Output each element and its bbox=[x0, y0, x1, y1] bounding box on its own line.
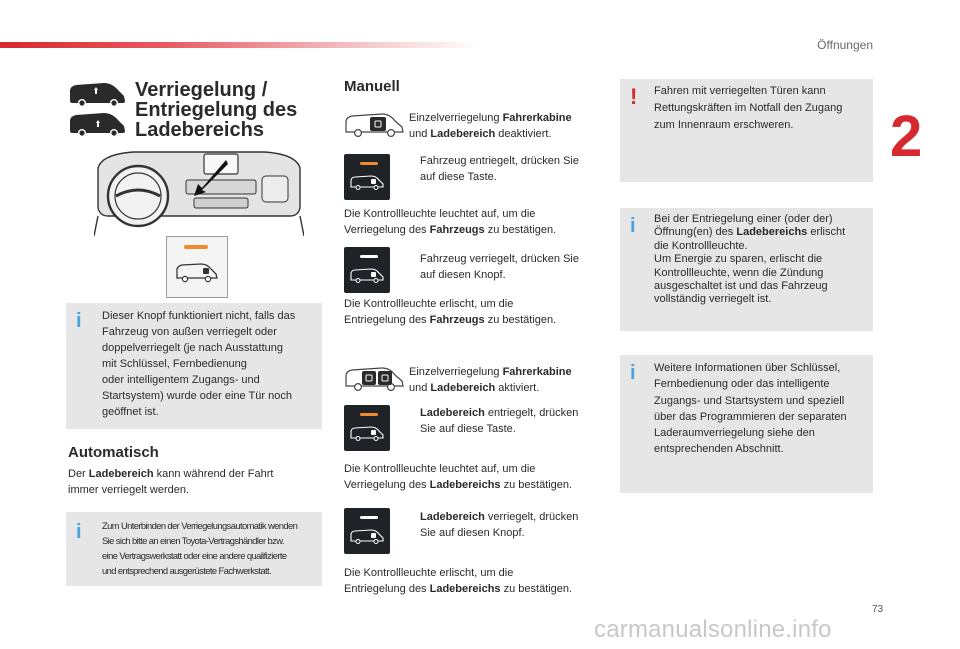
info-line: Startsystem) wurde oder eine Tür noch bbox=[102, 390, 292, 402]
text-line: die Kontrollleuchte. bbox=[654, 239, 748, 252]
van-lock-icon bbox=[349, 528, 385, 546]
info-box-text bbox=[102, 518, 320, 578]
info-icon: i bbox=[630, 362, 636, 384]
text-run: aktiviert. bbox=[495, 382, 540, 394]
van-lock-icon bbox=[349, 425, 385, 443]
text-run: und bbox=[409, 382, 431, 394]
automatic-text bbox=[68, 466, 318, 498]
info-line: Fahrzeug von außen verriegelt oder bbox=[102, 326, 277, 338]
van-icon-closed bbox=[70, 83, 125, 107]
text-run-bold: Ladebereich bbox=[88, 468, 154, 480]
step-1-result bbox=[344, 206, 604, 238]
text-run: Der bbox=[68, 468, 89, 480]
text-run-bold: Fahrzeugs bbox=[429, 314, 485, 326]
text-line: Kontrollleuchte, wenn die Zündung bbox=[654, 266, 824, 279]
info-box-dealer bbox=[66, 512, 322, 586]
indicator-light bbox=[360, 255, 378, 258]
text-run: Verriegelung des bbox=[344, 224, 430, 236]
info-box-indicator bbox=[620, 208, 873, 331]
text-run: entriegelt, drücken bbox=[484, 407, 579, 419]
info-icon: i bbox=[76, 310, 82, 332]
text-line: immer verriegelt werden. bbox=[68, 484, 190, 496]
info-box-text bbox=[102, 308, 320, 420]
dashboard-illustration bbox=[94, 150, 304, 238]
text-line: Rettungskräften im Notfall den Zugang bbox=[654, 102, 843, 114]
text-line: Sie auf diese Taste. bbox=[420, 423, 516, 435]
step-1-text bbox=[420, 153, 600, 185]
text-run: Entriegelung des bbox=[344, 583, 430, 595]
text-run: zu bestätigen. bbox=[484, 224, 557, 236]
text-line: Sie auf diesen Knopf. bbox=[420, 527, 525, 539]
text-run: deaktiviert. bbox=[495, 128, 552, 140]
text-run: Entriegelung des bbox=[344, 314, 430, 326]
lock-button-unlit bbox=[344, 247, 390, 293]
text-run: kann während der Fahrt bbox=[153, 468, 274, 480]
van-lock-icon bbox=[175, 261, 219, 285]
text-run-bold: Fahrerkabine bbox=[502, 112, 572, 124]
chapter-number: 2 bbox=[890, 104, 923, 169]
text-run: Öffnung(en) des bbox=[654, 226, 737, 239]
text-line: Fahrzeug entriegelt, drücken Sie bbox=[420, 155, 579, 167]
text-run: erlischt bbox=[807, 226, 846, 239]
section-title: Öffnungen bbox=[817, 38, 873, 52]
text-line: Fernbedienung oder das intelligente bbox=[654, 378, 830, 391]
van-lock-icon bbox=[349, 174, 385, 192]
page-title-line-3: Ladebereichs bbox=[135, 119, 264, 141]
text-line: Zugangs- und Startsystem und speziell bbox=[654, 394, 845, 407]
state-off-text bbox=[409, 110, 599, 142]
van-lock-icon bbox=[349, 267, 385, 285]
warning-box bbox=[620, 79, 873, 182]
lock-button-lit bbox=[344, 154, 390, 200]
text-line: Die Kontrollleuchte leuchtet auf, um die bbox=[344, 208, 536, 220]
info-line: geöffnet ist. bbox=[102, 406, 159, 418]
text-line: Laderaumverriegelung siehe den bbox=[654, 427, 815, 440]
info-box-text bbox=[654, 360, 870, 458]
text-line: Die Kontrollleuchte erlischt, um die bbox=[344, 567, 514, 579]
manual-heading: Manuell bbox=[344, 78, 400, 95]
text-line: entsprechenden Abschnitt. bbox=[654, 443, 784, 456]
watermark: carmanualsonline.info bbox=[594, 616, 832, 643]
text-run-bold: Ladebereich bbox=[420, 511, 485, 523]
text-run-bold: Fahrzeugs bbox=[429, 224, 485, 236]
text-line: auf diese Taste. bbox=[420, 171, 497, 183]
info-box-more-info bbox=[620, 355, 873, 493]
text-line: zum Innenraum erschweren. bbox=[654, 119, 794, 131]
step-2-result bbox=[344, 296, 604, 328]
text-line: Fahrzeug verriegelt, drücken Sie bbox=[420, 253, 579, 265]
info-line: Zum Unterbinden der Verriegelungsautomatik wenden bbox=[102, 520, 298, 531]
text-line: Die Kontrollleuchte leuchtet auf, um die bbox=[344, 463, 536, 475]
step-4-result bbox=[344, 565, 604, 597]
text-run: Einzelverriegelung bbox=[409, 112, 503, 124]
text-line: Die Kontrollleuchte erlischt, um die bbox=[344, 298, 514, 310]
info-box-button-inactive bbox=[66, 303, 322, 429]
info-line: eine Vertragswerkstatt oder eine andere qualifizierte bbox=[102, 550, 287, 561]
header-accent-bar bbox=[0, 42, 480, 48]
text-run-bold: Ladebereich bbox=[420, 407, 485, 419]
text-run: verriegelt, drücken bbox=[484, 511, 579, 523]
step-3-text bbox=[420, 405, 600, 437]
lock-button-unlit bbox=[344, 508, 390, 554]
info-icon: i bbox=[76, 521, 82, 543]
text-line: Um Energie zu sparen, erlischt die bbox=[654, 253, 823, 266]
warning-icon: ! bbox=[630, 84, 638, 109]
text-line: Fahren mit verriegelten Türen kann bbox=[654, 85, 826, 97]
info-line: und entsprechend ausgerüstete Fachwerkstatt. bbox=[102, 565, 272, 576]
warning-text bbox=[654, 83, 868, 134]
van-side-icons bbox=[68, 80, 128, 136]
lock-button-lit bbox=[344, 405, 390, 451]
indicator-light bbox=[184, 245, 208, 249]
indicator-light bbox=[360, 413, 378, 416]
info-box-text bbox=[654, 213, 870, 307]
step-3-result bbox=[344, 461, 604, 493]
indicator-light bbox=[360, 162, 378, 165]
info-line: doppelverriegelt (je nach Ausstattung bbox=[102, 342, 284, 354]
text-run-bold: Ladebereich bbox=[430, 382, 496, 394]
van-double-lock-icon bbox=[344, 365, 406, 395]
page-title-line-2: Entriegelung des bbox=[135, 99, 298, 121]
text-run-bold: Ladebereich bbox=[430, 128, 496, 140]
indicator-light bbox=[360, 516, 378, 519]
info-line: mit Schlüssel, Fernbedienung bbox=[102, 358, 247, 370]
text-line: Bei der Entriegelung einer (oder der) bbox=[654, 213, 833, 225]
van-single-lock-icon bbox=[344, 111, 406, 141]
text-run-bold: Ladebereichs bbox=[736, 226, 808, 239]
state-on-text bbox=[409, 364, 599, 396]
button-closeup bbox=[166, 236, 228, 298]
text-run: Einzelverriegelung bbox=[409, 366, 503, 378]
page-title-line-1: Verriegelung / bbox=[135, 79, 268, 101]
text-run-bold: Ladebereichs bbox=[429, 479, 501, 491]
automatic-heading: Automatisch bbox=[68, 444, 159, 461]
step-4-text bbox=[420, 509, 600, 541]
text-run-bold: Fahrerkabine bbox=[502, 366, 572, 378]
text-line: Weitere Informationen über Schlüssel, bbox=[654, 362, 841, 374]
text-run: zu bestätigen. bbox=[484, 314, 557, 326]
info-line: oder intelligentem Zugangs- und bbox=[102, 374, 260, 386]
text-run-bold: Ladebereichs bbox=[429, 583, 501, 595]
page-title bbox=[135, 80, 325, 140]
page-number: 73 bbox=[872, 604, 884, 615]
text-run: zu bestätigen. bbox=[500, 479, 573, 491]
info-line: Sie sich bitte an einen Toyota-Vertragshändler bzw. bbox=[102, 535, 284, 546]
text-run: Verriegelung des bbox=[344, 479, 430, 491]
text-line: ausgeschaltet ist und das Fahrzeug bbox=[654, 280, 828, 293]
text-run: und bbox=[409, 128, 431, 140]
text-line: vollständig verriegelt ist. bbox=[654, 293, 772, 306]
text-line: über das Programmieren der separaten bbox=[654, 410, 847, 423]
text-run: zu bestätigen. bbox=[500, 583, 573, 595]
info-icon: i bbox=[630, 215, 636, 237]
step-2-text bbox=[420, 251, 600, 283]
info-line: Dieser Knopf funktioniert nicht, falls das bbox=[102, 310, 296, 322]
text-line: auf diesen Knopf. bbox=[420, 269, 506, 281]
